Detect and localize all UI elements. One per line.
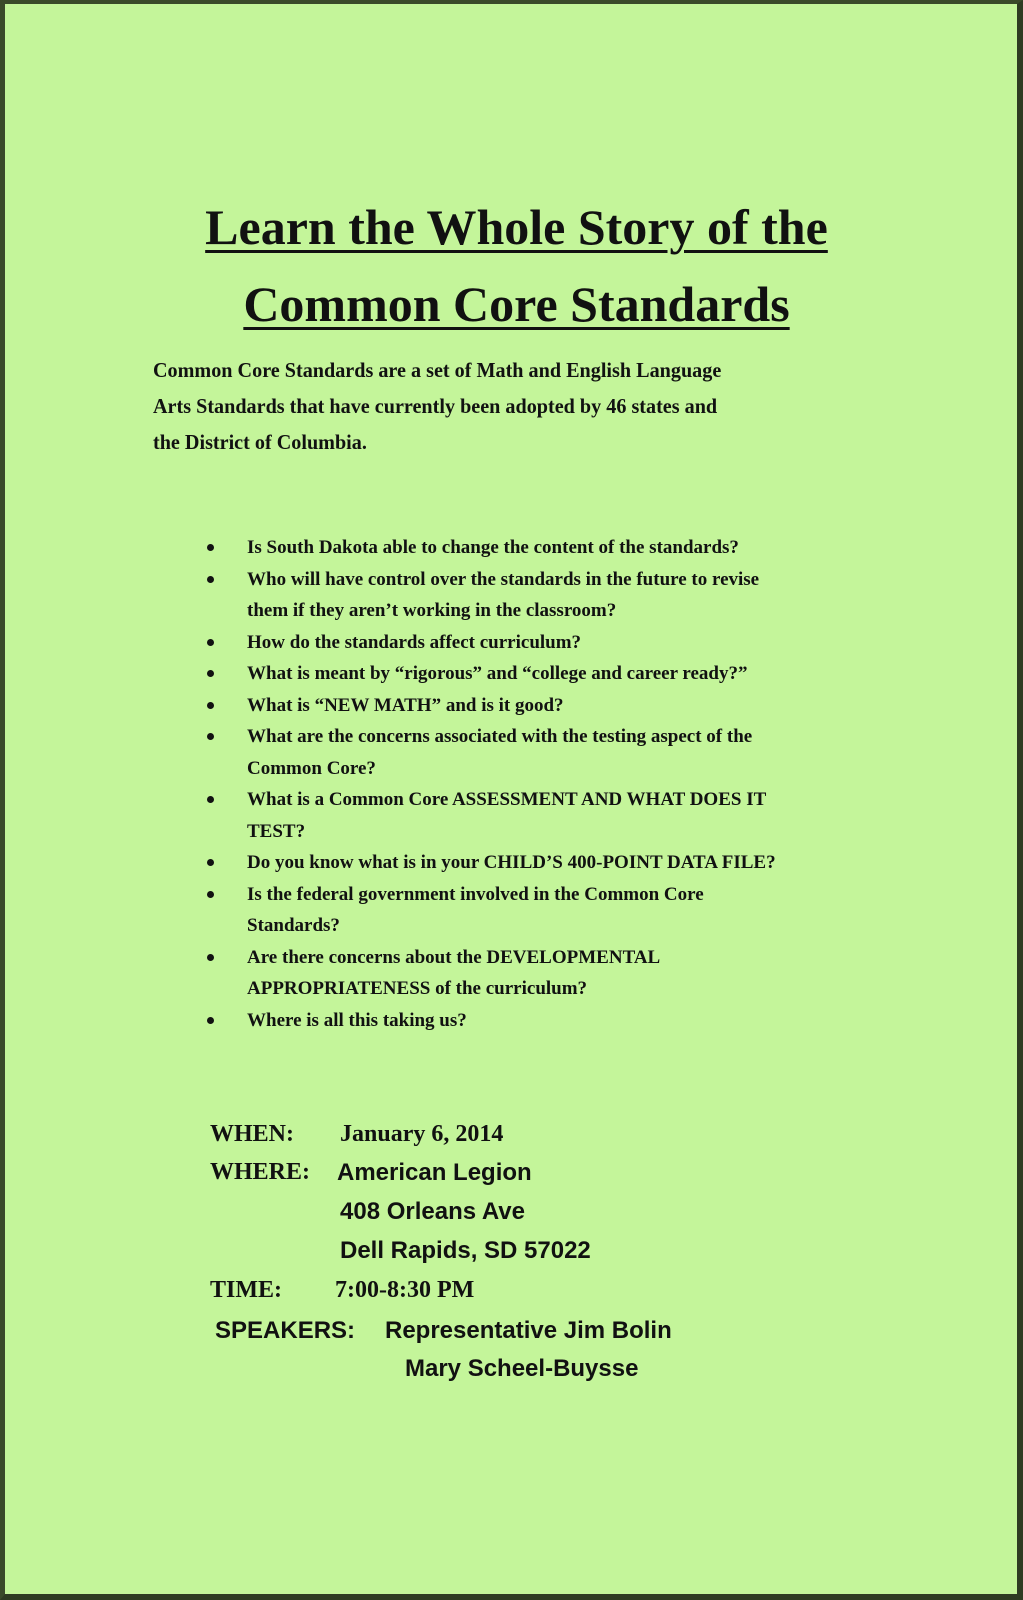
intro-paragraph bbox=[153, 352, 883, 460]
question-item bbox=[205, 721, 925, 784]
flyer-title bbox=[5, 189, 1023, 343]
question-line: Are there concerns about the DEVELOPMENTAL bbox=[247, 946, 661, 968]
bullet-icon bbox=[207, 670, 214, 677]
question-item bbox=[205, 784, 925, 847]
question-line: them if they aren’t working in the classroom? bbox=[247, 600, 617, 621]
question-line: Is South Dakota able to change the content of the standards? bbox=[247, 537, 739, 558]
question-line: Do you know what is in your CHILD’S 400-POINT DATA FILE? bbox=[247, 852, 776, 873]
question-item bbox=[205, 690, 925, 722]
intro-line-2: Arts Standards that have currently been adopted by 46 states and bbox=[153, 394, 718, 418]
title-line-1: Learn the Whole Story of the bbox=[205, 199, 828, 255]
speaker-1: Representative Jim Bolin bbox=[385, 1317, 672, 1344]
question-line: Standards? bbox=[247, 915, 340, 936]
question-line: Who will have control over the standards in the future to revise bbox=[247, 568, 760, 590]
time-value: 7:00-8:30 PM bbox=[335, 1277, 475, 1303]
bullet-icon bbox=[207, 733, 214, 740]
question-item bbox=[205, 1005, 925, 1037]
question-line: What is “NEW MATH” and is it good? bbox=[247, 694, 564, 716]
when-value: January 6, 2014 bbox=[340, 1121, 504, 1147]
bullet-icon bbox=[207, 702, 214, 709]
question-item bbox=[205, 564, 925, 627]
bullet-icon bbox=[207, 639, 214, 646]
bullet-icon bbox=[207, 954, 214, 961]
question-item bbox=[205, 532, 925, 564]
question-list bbox=[205, 532, 925, 1036]
question-item bbox=[205, 942, 925, 1005]
question-line: Common Core? bbox=[247, 757, 376, 779]
bullet-icon bbox=[207, 1017, 214, 1024]
question-item bbox=[205, 658, 925, 690]
when-label: WHEN: bbox=[210, 1121, 294, 1147]
question-item bbox=[205, 847, 925, 879]
question-item bbox=[205, 627, 925, 659]
speaker-2: Mary Scheel-Buysse bbox=[405, 1355, 639, 1382]
bullet-icon bbox=[207, 859, 214, 866]
bullet-icon bbox=[207, 891, 214, 898]
bullet-icon bbox=[207, 544, 214, 551]
where-venue: American Legion bbox=[337, 1159, 532, 1186]
question-line: APPROPRIATENESS of the curriculum? bbox=[247, 978, 588, 999]
where-street: 408 Orleans Ave bbox=[340, 1198, 526, 1225]
question-line: What is a Common Core ASSESSMENT AND WHAT DOES IT bbox=[247, 789, 767, 810]
bullet-icon bbox=[207, 576, 214, 583]
question-line: Is the federal government involved in the Common Core bbox=[247, 883, 704, 905]
question-line: How do the standards affect curriculum? bbox=[247, 631, 582, 653]
question-line: Where is all this taking us? bbox=[247, 1009, 467, 1031]
intro-line-1: Common Core Standards are a set of Math and English Language bbox=[153, 358, 722, 382]
where-city: Dell Rapids, SD 57022 bbox=[340, 1237, 591, 1264]
speakers-label: SPEAKERS: bbox=[215, 1317, 356, 1344]
question-line: What is meant by “rigorous” and “college and career ready?” bbox=[247, 663, 748, 684]
question-item bbox=[205, 879, 925, 942]
time-label: TIME: bbox=[210, 1277, 282, 1303]
bullet-icon bbox=[207, 796, 214, 803]
title-line-2: Common Core Standards bbox=[243, 276, 790, 332]
question-line: What are the concerns associated with the testing aspect of the bbox=[247, 726, 753, 747]
intro-line-3: the District of Columbia. bbox=[153, 430, 367, 454]
where-label: WHERE: bbox=[210, 1159, 311, 1185]
question-line: TEST? bbox=[247, 820, 306, 842]
